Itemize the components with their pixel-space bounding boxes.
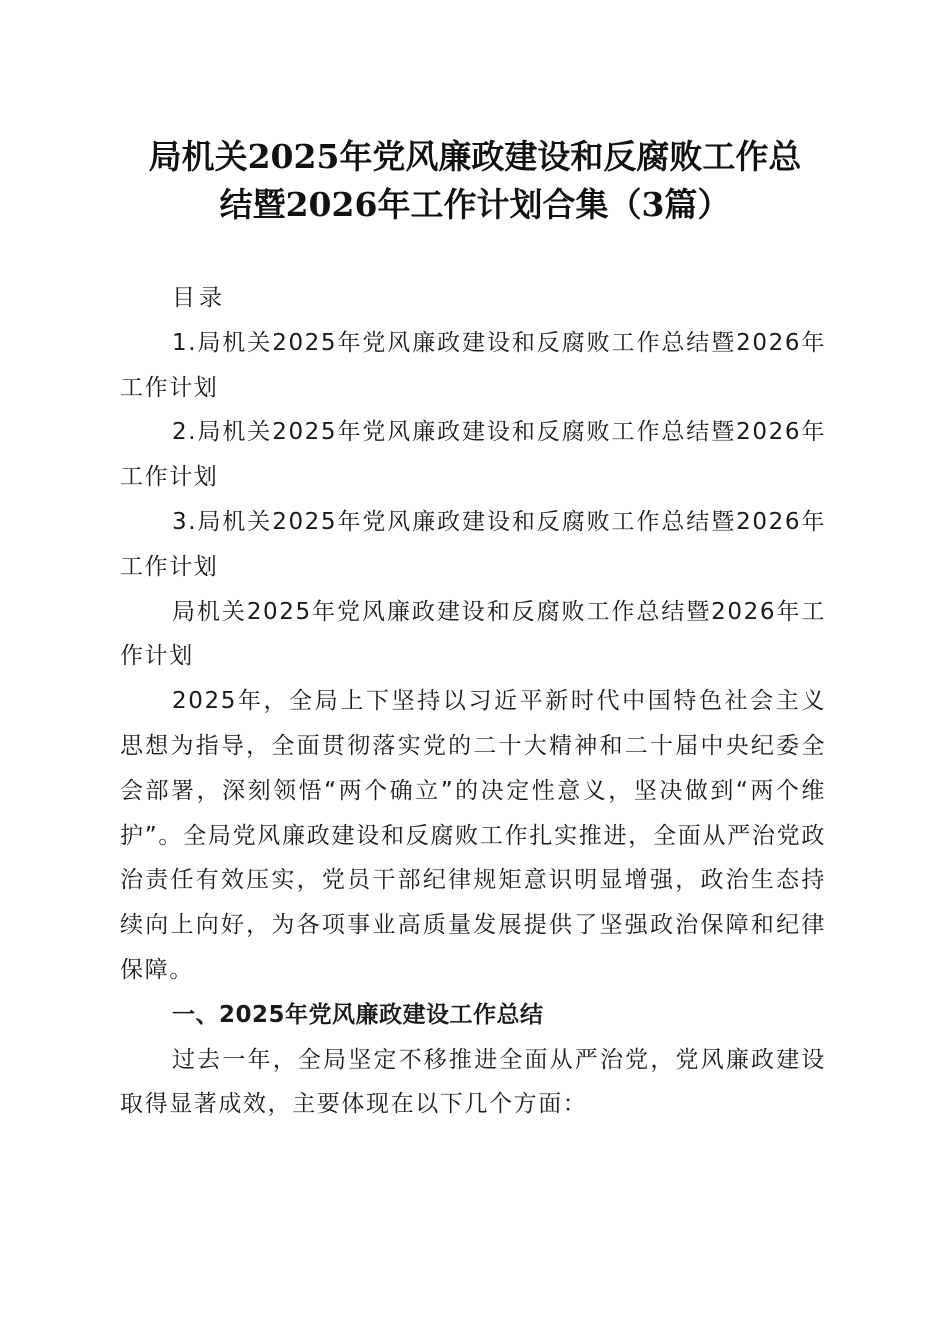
toc-item-2: 2.局机关2025年党风廉政建设和反腐败工作总结暨2026年工作计划 <box>120 419 826 491</box>
document-title-line-2: 结暨2026年工作计划合集（3篇） <box>219 185 731 224</box>
section-1-paragraph: 过去一年，全局坚定不移推进全面从严治党，党风廉政建设取得显著成效，主要体现在以下几个方面： <box>120 1046 826 1118</box>
document-title <box>100 133 850 229</box>
section-1-heading: 一、2025年党风廉政建设工作总结 <box>172 1001 544 1028</box>
toc-heading: 目录 <box>172 285 226 311</box>
toc-item-1: 1.局机关2025年党风廉政建设和反腐败工作总结暨2026年工作计划 <box>120 329 826 401</box>
article-title: 局机关2025年党风廉政建设和反腐败工作总结暨2026年工作计划 <box>120 598 826 670</box>
intro-paragraph: 2025年，全局上下坚持以习近平新时代中国特色社会主义思想为指导，全面贯彻落实党的二十大精神和二十届中央纪委全会部署，深刻领悟“两个确立”的决定性意义，坚决做到“两个维护”。全局党风廉政建设和反腐败工作扎实推进，全面从严治党政治责任有效压实，党员干部纪律规矩意识明显增强，政治生态持续向上向好，为各项事业高质量发展提供了坚强政治保障和纪律保障。 <box>120 688 826 983</box>
toc-item-3: 3.局机关2025年党风廉政建设和反腐败工作总结暨2026年工作计划 <box>120 508 826 580</box>
document-body <box>120 276 826 1127</box>
document-title-line-1: 局机关2025年党风廉政建设和反腐败工作总 <box>148 137 802 176</box>
